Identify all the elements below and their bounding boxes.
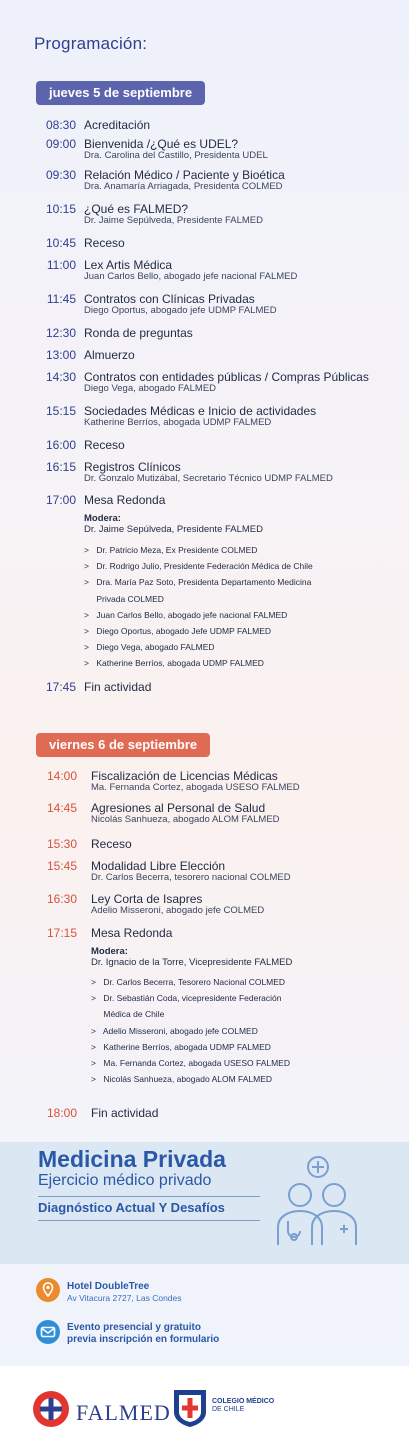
time-label: 13:00 xyxy=(45,348,76,362)
chevron-right-icon: > xyxy=(84,561,89,572)
chevron-right-icon: > xyxy=(84,577,89,588)
chevron-right-icon: > xyxy=(84,626,89,636)
session-speaker: Dra. Anamaría Arriagada, Presidenta COLMED xyxy=(84,181,283,192)
panelist-name: Dr. Patricio Meza, Ex Presidente COLMED xyxy=(94,545,258,555)
session-title: Receso xyxy=(84,236,125,250)
panelist xyxy=(84,639,215,655)
panelist-name: Dr. Rodrigo Julio, Presidente Federación Médica de Chile xyxy=(94,561,313,572)
session-speaker: Dr. Gonzalo Mutizábal, Secretario Técnico UDMP FALMED xyxy=(84,473,333,484)
session-title: Relación Médico / Paciente y Bioética xyxy=(84,168,285,182)
time-label: 09:30 xyxy=(45,168,76,182)
panelist-name: Adelio Misseroni, abogado jefe COLMED xyxy=(101,1025,258,1036)
panelist xyxy=(84,542,257,558)
registration-line2: previa inscripción en formulario xyxy=(67,1334,220,1345)
day2-badge: viernes 6 de septiembre xyxy=(36,733,210,757)
moderator-label: Modera: xyxy=(91,946,128,957)
time-label: 14:30 xyxy=(45,370,76,384)
panelist-name: Dr. Carlos Becerra, Tesorero Nacional COLMED xyxy=(101,977,286,987)
session-title: Almuerzo xyxy=(84,348,135,362)
time-label: 10:15 xyxy=(45,202,76,216)
panelist xyxy=(84,558,313,574)
session-speaker: Dr. Carlos Becerra, tesorero nacional COLMED xyxy=(91,872,291,883)
time-label: 08:30 xyxy=(45,118,76,132)
panelist xyxy=(91,1039,271,1055)
panelist-name: Privada COLMED xyxy=(94,593,164,604)
session-title: Ronda de preguntas xyxy=(84,326,193,340)
panelist xyxy=(84,574,311,590)
session-title: Receso xyxy=(91,837,132,851)
session-speaker: Katherine Berríos, abogada UDMP FALMED xyxy=(84,417,272,428)
session-speaker: Nicolás Sanhueza, abogado ALOM FALMED xyxy=(91,814,280,825)
moderator-name: Dr. Ignacio de la Torre, Vicepresidente FALMED xyxy=(91,957,293,968)
session-speaker: Ma. Fernanda Cortez, abogada USESO FALMED xyxy=(91,782,300,793)
panelist xyxy=(84,655,264,671)
venue-address: Av Vitacura 2727, Las Condes xyxy=(67,1293,182,1303)
time-label: 14:45 xyxy=(46,801,77,815)
chevron-right-icon: > xyxy=(91,977,96,987)
time-label: 16:00 xyxy=(45,438,76,452)
time-label: 11:45 xyxy=(46,292,76,306)
panelist-name: Dra. María Paz Soto, Presidenta Departamento Medicina xyxy=(94,577,312,588)
falmed-logo: FALMED xyxy=(76,1400,171,1425)
venue-name: Hotel DoubleTree xyxy=(67,1281,150,1292)
chevron-right-icon: > xyxy=(91,1025,96,1036)
panelist-name: Nicolás Sanhueza, abogado ALOM FALMED xyxy=(101,1074,273,1085)
time-label: 10:45 xyxy=(45,236,76,250)
panelist xyxy=(91,1006,164,1022)
panelist xyxy=(84,623,271,639)
time-label: 09:00 xyxy=(45,137,76,151)
time-label: 12:30 xyxy=(45,326,76,340)
session-title: Ley Corta de Isapres xyxy=(91,892,203,906)
session-title: ¿Qué es FALMED? xyxy=(84,202,189,216)
banner-tagline: Diagnóstico Actual Y Desafíos xyxy=(38,1200,225,1215)
registration-line1: Evento presencial y gratuito xyxy=(67,1322,201,1333)
session-title: Agresiones al Personal de Salud xyxy=(91,801,266,815)
chevron-right-icon: > xyxy=(91,1058,96,1068)
banner-subtitle: Ejercicio médico privado xyxy=(38,1172,212,1189)
panelist-name: Katherine Berríos, abogada UDMP FALMED xyxy=(94,658,264,669)
time-label: 16:15 xyxy=(45,460,76,474)
banner-rule xyxy=(38,1196,260,1197)
chevron-right-icon: > xyxy=(84,658,89,669)
session-title: Lex Artis Médica xyxy=(84,258,173,272)
session-title: Fiscalización de Licencias Médicas xyxy=(91,769,278,783)
session-speaker: Diego Oportus, abogado jefe UDMP FALMED xyxy=(84,305,277,316)
panelist xyxy=(91,990,282,1006)
panelist-name: Diego Vega, abogado FALMED xyxy=(94,642,215,653)
session-title: Acreditación xyxy=(84,118,151,132)
moderator-label: Modera: xyxy=(84,513,121,524)
time-label: 14:00 xyxy=(46,769,77,783)
colmed-logo: COLEGIO MÉDICO DE CHILE xyxy=(212,1398,275,1413)
chevron-right-icon: > xyxy=(91,993,96,1004)
panelist xyxy=(84,591,164,607)
time-label: 15:15 xyxy=(45,404,76,418)
chevron-right-icon: > xyxy=(91,1074,96,1085)
banner-rule xyxy=(38,1220,260,1221)
panelist xyxy=(84,607,287,623)
time-label: 17:45 xyxy=(45,680,76,694)
session-title: Bienvenida /¿Qué es UDEL? xyxy=(84,137,239,151)
time-label: 18:00 xyxy=(46,1106,77,1120)
colmed-logo-icon xyxy=(172,1388,208,1428)
chevron-right-icon: > xyxy=(84,642,89,653)
session-title: Receso xyxy=(84,438,125,452)
session-title: Registros Clínicos xyxy=(84,460,181,474)
session-speaker: Diego Vega, abogado FALMED xyxy=(84,383,217,394)
panelist xyxy=(91,974,285,990)
time-label: 15:30 xyxy=(46,837,77,851)
chevron-right-icon: > xyxy=(84,609,89,620)
session-title: Contratos con entidades públicas / Compras Públicas xyxy=(84,370,369,384)
time-label: 17:15 xyxy=(46,926,77,940)
session-title: Mesa Redonda xyxy=(91,926,173,940)
chevron-right-icon: > xyxy=(84,545,89,555)
moderator-name: Dr. Jaime Sepúlveda, Presidente FALMED xyxy=(84,524,264,535)
doctors-icon xyxy=(270,1153,362,1249)
banner-title: Medicina Privada xyxy=(38,1146,226,1172)
session-title: Modalidad Libre Elección xyxy=(91,859,226,873)
panelist-name: Ma. Fernanda Cortez, abogada USESO FALMED xyxy=(101,1058,290,1068)
session-title: Contratos con Clínicas Privadas xyxy=(84,292,255,306)
chevron-right-icon: > xyxy=(91,1041,96,1052)
session-title: Fin actividad xyxy=(84,680,152,694)
mail-icon xyxy=(36,1320,60,1344)
time-label: 17:00 xyxy=(45,493,76,507)
day1-badge: jueves 5 de septiembre xyxy=(36,81,205,105)
page-title: Programación: xyxy=(34,34,148,53)
session-speaker: Juan Carlos Bello, abogado jefe nacional FALMED xyxy=(84,271,298,282)
location-pin-icon xyxy=(36,1278,60,1302)
time-label: 15:45 xyxy=(46,859,77,873)
falmed-logo-icon xyxy=(32,1390,70,1428)
panelist xyxy=(91,1071,272,1087)
panelist xyxy=(91,1055,290,1071)
session-speaker: Adelio Misseroni, abogado jefe COLMED xyxy=(91,905,265,916)
session-speaker: Dra. Carolina del Castillo, Presidenta UDEL xyxy=(84,150,268,161)
time-label: 11:00 xyxy=(46,258,76,272)
panelist-name: Juan Carlos Bello, abogado jefe nacional FALMED xyxy=(94,609,288,620)
session-title: Fin actividad xyxy=(91,1106,159,1120)
session-speaker: Dr. Jaime Sepúlveda, Presidente FALMED xyxy=(84,215,264,226)
time-label: 16:30 xyxy=(46,892,77,906)
session-title: Mesa Redonda xyxy=(84,493,166,507)
panelist-name: Diego Oportus, abogado Jefe UDMP FALMED xyxy=(94,626,272,636)
panelist-name: Médica de Chile xyxy=(101,1009,165,1020)
session-title: Sociedades Médicas e Inicio de actividades xyxy=(84,404,317,418)
panelist xyxy=(91,1023,258,1039)
panelist-name: Katherine Berríos, abogada UDMP FALMED xyxy=(101,1041,271,1052)
panelist-name: Dr. Sebastián Coda, vicepresidente Federación xyxy=(101,993,282,1004)
